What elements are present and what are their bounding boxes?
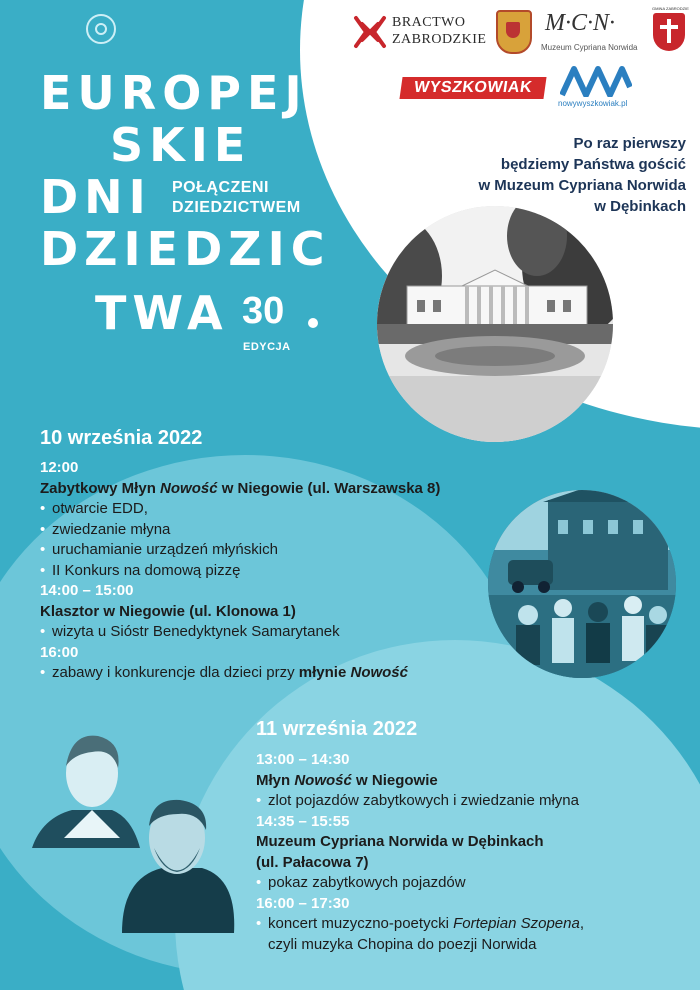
day1-program (40, 458, 440, 684)
heritage-wheel-icon (86, 14, 116, 44)
program-item: • uruchamianie urządzeń młyńskich (40, 541, 278, 558)
venue-part: Nowość (294, 771, 352, 789)
day2-date: 11 września 2022 (256, 718, 418, 740)
chopin-norwid-portraits (22, 718, 242, 938)
manor-photo (377, 206, 613, 442)
time: 14:00 – 15:00 (40, 582, 134, 599)
item-text-bold: młynie (298, 664, 351, 681)
intro-line: w Dębinkach (594, 198, 686, 215)
title-line: SKIE (110, 118, 252, 172)
time: 14:35 – 15:55 (256, 812, 350, 830)
time: 16:00 (40, 643, 79, 661)
time: 13:00 – 14:30 (256, 751, 350, 768)
program-item: • otwarcie EDD, (40, 500, 148, 517)
bractwo-line: ZABRODZKIE (392, 32, 487, 47)
program-item: • koncert muzyczno-poetycki Fortepian Szopena, (256, 915, 585, 932)
subtitle (172, 178, 301, 218)
item-text-italic: Fortepian Szopena (453, 915, 580, 932)
edition-dot (308, 318, 318, 328)
venue: Klasztor w Niegowie (ul. Klonowa 1) (40, 602, 296, 620)
intro-line: Po raz pierwszy (573, 135, 686, 152)
item-text: pokaz zabytkowych pojazdów (268, 874, 466, 891)
bractwo-logo-text (392, 14, 486, 48)
mcn-logo-subtitle: Muzeum Cypriana Norwida (541, 43, 638, 52)
time: 16:00 – 17:30 (256, 894, 350, 912)
subtitle-line: DZIEDZICTWEM (172, 199, 301, 216)
intro-text (432, 133, 686, 217)
program-item: • zabawy i konkurencje dla dzieci przy młynie Nowość (40, 664, 408, 681)
item-text: zlot pojazdów zabytkowych i zwiedzanie młyna (268, 792, 579, 809)
title-line: EUROPEJ (40, 66, 308, 120)
program-item: • pokaz zabytkowych pojazdów (256, 874, 466, 891)
venue-part: w Niegowie (ul. Warszawska 8) (217, 479, 441, 497)
gmina-crest-icon (653, 13, 685, 51)
nowywyszkowiak-logo-icon (560, 65, 632, 97)
program-item-continuation: czyli muzyka Chopina do poezji Norwida (268, 935, 537, 953)
bractwo-logo-icon (352, 14, 388, 50)
title-line: TWA (95, 286, 229, 340)
item-text: otwarcie EDD, (52, 500, 148, 517)
day2-program (256, 750, 584, 955)
edition-label: EDYCJA (243, 341, 291, 353)
item-text: uruchamianie urządzeń młyńskich (52, 541, 278, 558)
item-text: zabawy i konkurencje dla dzieci przy (52, 664, 299, 681)
mcn-logo: M·C·N· (545, 10, 616, 36)
mill-photo (488, 490, 676, 678)
item-text: wizyta u Sióstr Benedyktynek Samarytanek (52, 623, 340, 640)
nowywyszkowiak-url: nowywyszkowiak.pl (558, 99, 628, 108)
edition-number: 30 (242, 290, 285, 332)
venue (40, 479, 440, 500)
program-item: • II Konkurs na domową pizzę (40, 561, 241, 579)
venue-part: Zabytkowy Młyn (40, 479, 161, 497)
venue-part: Nowość (160, 479, 218, 497)
crest-icon (496, 10, 532, 54)
intro-line: będziemy Państwa gościć (500, 156, 686, 173)
gmina-label: GMINA ZABRODZIE (652, 6, 689, 11)
item-text: koncert muzyczno-poetycki (268, 915, 454, 932)
wyszkowiak-logo: WYSZKOWIAK (399, 77, 546, 99)
item-text: II Konkurs na domową pizzę (52, 561, 241, 579)
title-line: DZIEDZIC (40, 222, 331, 276)
item-text: zwiedzanie młyna (52, 520, 171, 538)
venue (256, 771, 584, 792)
title-line: DNI (40, 170, 152, 224)
venue-part: w Niegowie (351, 771, 438, 789)
venue: (ul. Pałacowa 7) (256, 853, 369, 871)
day1-date: 10 września 2022 (40, 427, 203, 449)
venue-part: Młyn (256, 771, 295, 789)
bractwo-line: BRACTWO (392, 15, 466, 30)
program-item: • zlot pojazdów zabytkowych i zwiedzanie młyna (256, 792, 579, 809)
program-item: • zwiedzanie młyna (40, 520, 171, 538)
item-text-bold-italic: Nowość (350, 664, 408, 681)
time: 12:00 (40, 459, 79, 476)
item-text: , (579, 915, 585, 932)
subtitle-line: POŁĄCZENI (172, 179, 269, 196)
intro-line: w Muzeum Cypriana Norwida (478, 177, 686, 194)
venue: Muzeum Cypriana Norwida w Dębinkach (256, 833, 544, 850)
program-item: • wizyta u Sióstr Benedyktynek Samarytanek (40, 623, 340, 640)
